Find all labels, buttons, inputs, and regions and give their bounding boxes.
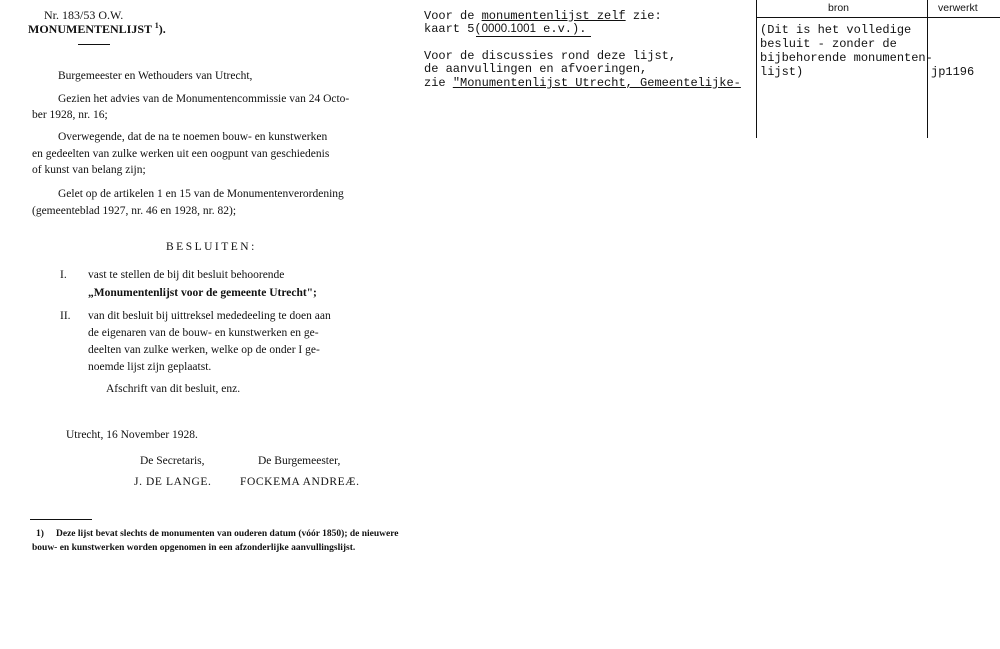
item-2-line-3: deelten van zulke werken, welke op de onder I ge- (88, 344, 320, 356)
paragraph-gezien-2: ber 1928, nr. 16; (32, 109, 108, 121)
place-date: Utrecht, 16 November 1928. (66, 429, 198, 441)
footnote-marker: 1) (36, 529, 44, 539)
item-2-line-4: noemde lijst zijn geplaatst. (88, 361, 212, 373)
afschrift: Afschrift van dit besluit, enz. (106, 383, 241, 395)
item-2-line-2: de eigenaren van de bouw- en kunstwerken en ge- (88, 327, 319, 339)
burgemeester-name: FOCKEMA ANDREÆ. (240, 476, 360, 488)
table-header-rule (756, 17, 1000, 18)
item-2-line-1: van dit besluit bij uittreksel mededeeling te doen aan (88, 310, 331, 322)
gemeentelijke-link[interactable]: "Monumentenlijst Utrecht, Gemeentelijke- (452, 76, 741, 90)
typed-note-line-5: zie "Monumentenlijst Utrecht, Gemeentelijke- (424, 76, 741, 90)
besluiten-heading: BESLUITEN: (166, 241, 257, 253)
footnote-divider (30, 519, 92, 520)
footnote-line-2: bouw- en kunstwerken worden opgenomen in een afzonderlijke aanvullingslijst. (32, 543, 356, 553)
paragraph-overwegende-1: Overwegende, dat de na te noemen bouw- en kunstwerken (58, 131, 328, 143)
bron-line-4: lijst) (760, 65, 804, 79)
item-1-number: I. (60, 269, 67, 281)
verwerkt-value: jp1196 (931, 65, 975, 79)
paragraph-gezien-1: Gezien het advies van de Monumentencommissie van 24 Octo- (58, 93, 350, 105)
typed-note-line-3: Voor de discussies rond deze lijst, (424, 49, 677, 63)
kaart-underline (476, 36, 591, 37)
paragraph-gelet-2: (gemeenteblad 1927, nr. 46 en 1928, nr. 82); (32, 205, 237, 217)
title-divider (78, 44, 110, 45)
decree-title: MONUMENTENLIJST $^1$). (28, 21, 166, 36)
table-left-border (756, 0, 757, 138)
burgemeester-title: De Burgemeester, (258, 455, 341, 467)
typed-note-line-1: Voor de monumentenlijst zelf zie: (424, 9, 662, 23)
footnote-ref: 1 (154, 21, 159, 30)
paragraph-overwegende-2: en gedeelten van zulke werken uit een oogpunt van geschiedenis (32, 148, 330, 160)
table-column-divider (927, 0, 928, 138)
secretaris-title: De Secretaris, (140, 455, 205, 467)
item-2-number: II. (60, 310, 71, 322)
bron-line-1: (Dit is het volledige (760, 23, 912, 37)
column-header-verwerkt: verwerkt (938, 2, 978, 14)
decree-number: Nr. 183/53 O.W. (44, 8, 124, 22)
column-header-bron: bron (828, 2, 850, 14)
monumentenlijst-link[interactable]: monumentenlijst zelf (481, 9, 626, 23)
kaart-code: 0000.1001 (481, 23, 536, 35)
bron-line-3: bijbehorende monumenten- (760, 51, 933, 65)
paragraph-gelet-1: Gelet op de artikelen 1 en 15 van de Monumentenverordening (58, 188, 344, 200)
item-1-line-1: vast te stellen de bij dit besluit behoorende (88, 269, 285, 281)
typed-note-line-4: de aanvullingen en afvoeringen, (424, 62, 648, 76)
bron-line-2: besluit - zonder de (760, 37, 897, 51)
paragraph-overwegende-3: of kunst van belang zijn; (32, 164, 146, 176)
addressee: Burgemeester en Wethouders van Utrecht, (58, 70, 253, 82)
secretaris-name: J. DE LANGE. (134, 476, 212, 488)
item-1-line-2: „Monumentenlijst voor de gemeente Utrecht"; (88, 287, 317, 299)
typed-note-line-2: kaart 5(0000.1001 e.v.). (424, 22, 587, 36)
footnote-line-1: Deze lijst bevat slechts de monumenten van ouderen datum (vóór 1850); de nieuwere (56, 529, 399, 539)
